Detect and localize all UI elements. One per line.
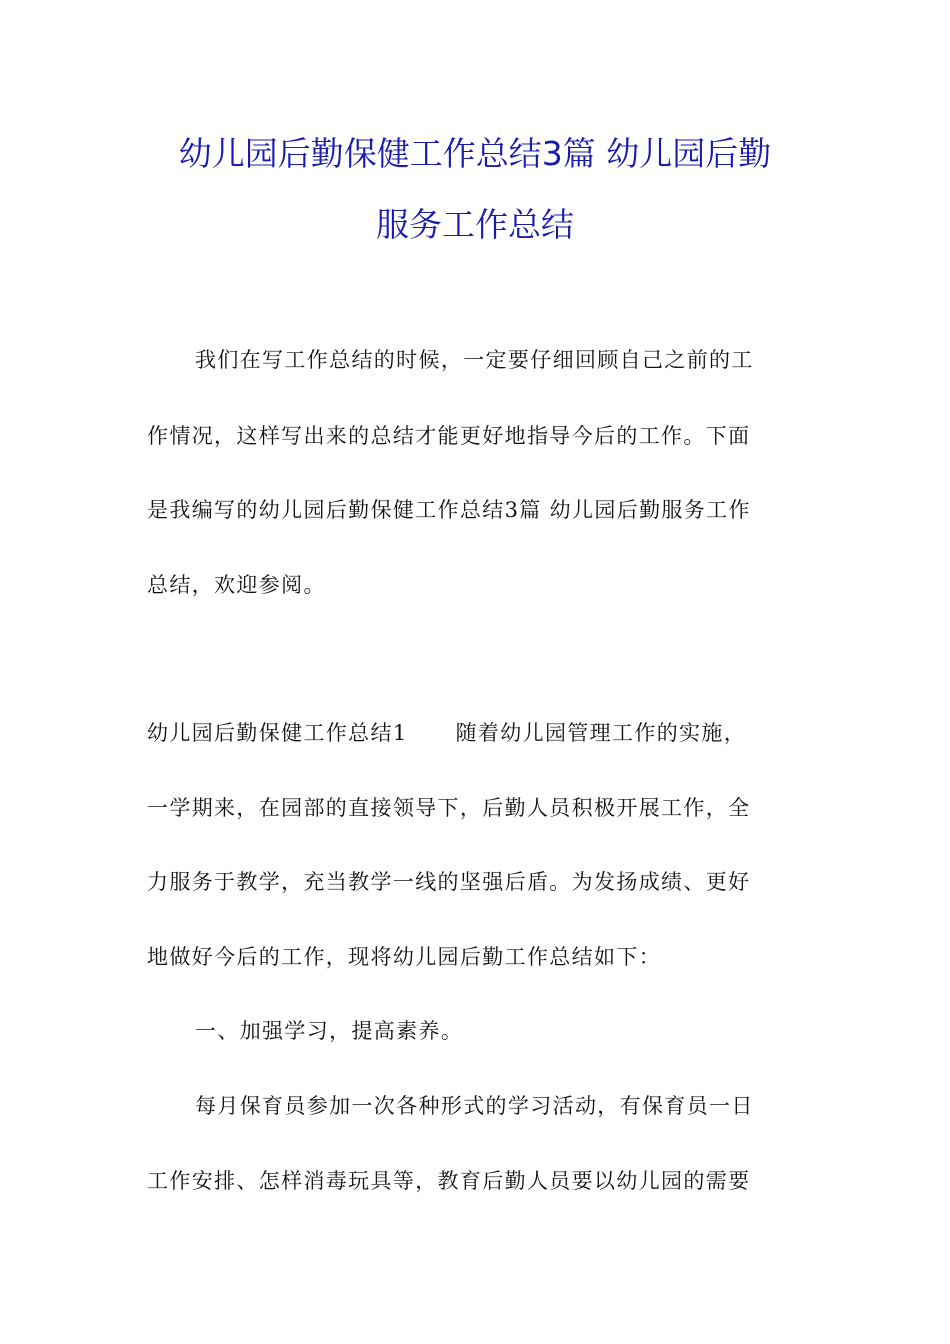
- section-1-heading: 幼儿园后勤保健工作总结1: [147, 721, 408, 745]
- intro-paragraph-line-1: 我们在写工作总结的时候，一定要仔细回顾自己之前的工: [195, 348, 754, 372]
- section-1-first-line-text: 随着幼儿园管理工作的实施，: [455, 721, 747, 745]
- section-1-line-2: 一学期来，在园部的直接领导下，后勤人员积极开展工作，全: [147, 796, 751, 820]
- section-1-paragraph-line-1: 每月保育员参加一次各种形式的学习活动，有保育员一日: [195, 1094, 754, 1118]
- section-1-line-3: 力服务于教学，充当教学一线的坚强后盾。为发扬成绩、更好: [147, 870, 751, 894]
- section-1-subheading: 一、加强学习，提高素养。: [195, 1019, 464, 1043]
- intro-paragraph-line-4: 总结，欢迎参阅。: [147, 573, 326, 597]
- section-1-paragraph-line-2: 工作安排、怎样消毒玩具等，教育后勤人员要以幼儿园的需要: [147, 1169, 751, 1193]
- section-1-line-4: 地做好今后的工作，现将幼儿园后勤工作总结如下：: [147, 945, 662, 969]
- intro-paragraph-line-2: 作情况，这样写出来的总结才能更好地指导今后的工作。下面: [147, 424, 751, 448]
- intro-paragraph-line-3: 是我编写的幼儿园后勤保健工作总结3篇 幼儿园后勤服务工作: [147, 498, 751, 522]
- document-title-line-1: 幼儿园后勤保健工作总结3篇 幼儿园后勤: [178, 134, 772, 173]
- document-title-line-2: 服务工作总结: [376, 205, 574, 244]
- section-1-first-line: [147, 718, 807, 748]
